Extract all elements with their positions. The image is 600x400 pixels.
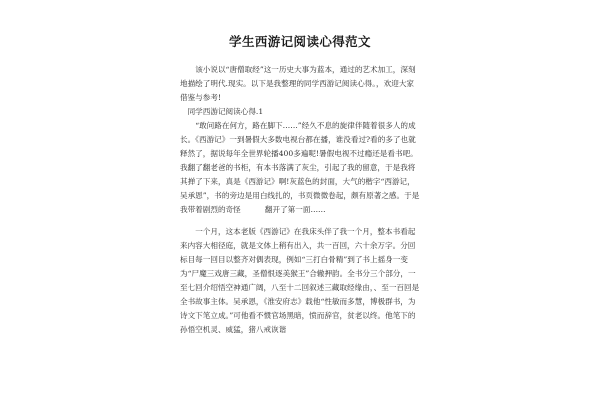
body-paragraph-2: 一个月，这本老版《西游记》在我床头伴了我一个月，整本书看起来内容大相径庭，就是文体上稍有出入，共一百回，六十余万字。分回标目每一回目以整齐对偶表现，例如“三打白骨精”到了书上摇身一变为“尸魔三戏唐三藏，圣僧恨逐美猴王”合辙押韵。全书分三个部分，一至七回介绍悟空神通广阔，八至十二回叙述三藏取经缘由，、至一百回是全书故事主体。吴承恩，《淮安府志》载他“性敏而多慧，博极群书，为诗文下笔立成。”可他看不惯官场黑暗，愤而辞官，贫老以终。他笔下的孙悟空机灵、威猛，猪八戒诙谐	[180, 227, 420, 334]
document-page	[180, 0, 420, 400]
intro-paragraph: 该小说以“唐僧取经”这一历史大事为蓝本，通过的艺术加工，深刻地描绘了明代.现实。以下是我整理的同学西游记阅读心得。，欢迎大家借鉴与参考!	[180, 65, 416, 102]
paragraph-gap	[180, 217, 420, 225]
body-paragraph-1: “敢问路在何方，路在脚下……”经久不息的旋律伴随着很多人的成长。《西游记》一到暑假大多数电视台都在播，谁没看过?看的多了也就释然了，据说每年全世界轮播400多遍呢!暑假电视不过瘾还是看书吧。我翻了翻老爸的书柜，有本书落满了灰尘，引起了我的留意，于是我将其掸了下来，真是《西游记》啊!灰蓝色的封面，大气的楷字“西游记，吴承恩”，书的旁边是用白线扎的，书页微微卷起，颇有原著之感。于是我带着剧烈的奇怪 翻开了第一面……	[180, 121, 420, 214]
document-title: 学生西游记阅读心得范文	[229, 34, 371, 49]
section-subtitle: 同学西游记阅读心得.1	[187, 107, 264, 116]
